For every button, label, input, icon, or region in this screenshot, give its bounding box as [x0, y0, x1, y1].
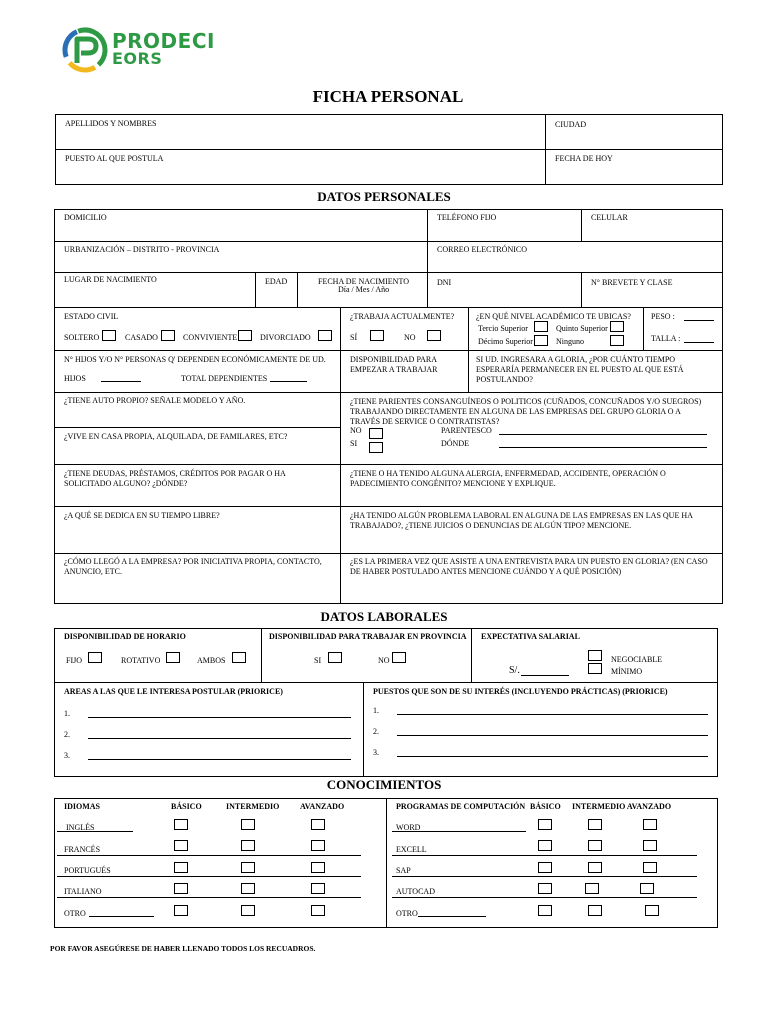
label-donde: DÓNDE — [441, 439, 469, 448]
checkbox-quinto[interactable] — [610, 321, 624, 332]
donde-line[interactable] — [499, 447, 707, 448]
label-divorciado: DIVORCIADO — [260, 333, 311, 342]
label-provincia-no: NO — [378, 656, 390, 665]
label-problema-laboral[interactable]: ¿HA TENIDO ALGÚN PROBLEMA LABORAL EN ALGUNA DE LAS EMPRESAS EN LAS QUE HA TRABAJADO?, ¿TIENE JUICIOS O DENUNCIAS DE ALGÚN TIPO? MENCIONE. — [350, 511, 693, 530]
header-avanzado: AVANZADO — [300, 802, 345, 811]
field-urbanizacion[interactable]: URBANIZACIÓN – DISTRITO - PROVINCIA — [64, 245, 220, 254]
checkbox-autocad-basico[interactable] — [538, 883, 552, 894]
fecha-formato: Día / Mes / Año — [338, 285, 390, 294]
total-dependientes-line[interactable] — [270, 381, 307, 382]
header-intermedio: INTERMEDIO — [226, 802, 280, 811]
field-fecha-nacimiento[interactable]: FECHA DE NACIMIENTO — [318, 277, 409, 286]
label-trabaja: ¿TRABAJA ACTUALMENTE? — [350, 312, 455, 321]
checkbox-trabaja-no[interactable] — [427, 330, 441, 341]
field-telefono[interactable]: TELÉFONO FIJO — [437, 213, 497, 222]
field-dni[interactable]: DNI — [437, 278, 452, 287]
label-areas: AREAS A LAS QUE LE INTERESA POSTULAR (PRIORICE) — [64, 687, 283, 696]
checkbox-autocad-avanzado[interactable] — [640, 883, 654, 894]
label-decimo: Décimo Superior — [478, 337, 533, 346]
header-idiomas: IDIOMAS — [64, 802, 101, 811]
field-celular[interactable]: CELULAR — [591, 213, 628, 222]
puestos-num-3: 3. — [373, 748, 379, 757]
idioma-otro: OTRO — [64, 909, 86, 918]
checkbox-provincia-no[interactable] — [392, 652, 406, 663]
label-disponibilidad[interactable]: DISPONIBILIDAD PARA EMPEZAR A TRABAJAR — [350, 355, 438, 374]
checkbox-negociable[interactable] — [588, 650, 602, 661]
peso-line[interactable] — [684, 320, 714, 321]
checkbox-ingles-avanzado[interactable] — [311, 819, 325, 830]
label-casado: CASADO — [125, 333, 158, 342]
company-logo — [62, 27, 215, 75]
section-title-datos-personales: DATOS PERSONALES — [317, 189, 451, 204]
label-deudas[interactable]: ¿TIENE DEUDAS, PRÉSTAMOS, CRÉDITOS POR PAGAR O HA SOLICITADO ALGUNO? ¿DÓNDE? — [64, 469, 286, 488]
field-brevete[interactable]: N° BREVETE Y CLASE — [591, 278, 673, 287]
label-peso: PESO : — [651, 312, 675, 321]
checkbox-divorciado[interactable] — [318, 330, 332, 341]
checkbox-conviviente[interactable] — [238, 330, 252, 341]
logo-text-line1: PRODECI — [112, 29, 215, 53]
page-title: FICHA PERSONAL — [312, 87, 464, 106]
talla-line[interactable] — [684, 342, 714, 343]
parentesco-line[interactable] — [499, 434, 707, 435]
label-hijos: HIJOS — [64, 374, 86, 383]
header-basico-prog: BÁSICO — [530, 802, 561, 811]
label-soltero: SOLTERO — [64, 333, 100, 342]
areas-line-2[interactable] — [88, 738, 351, 739]
checkbox-sap-avanzado[interactable] — [643, 862, 657, 873]
checkbox-autocad-intermedio[interactable] — [585, 883, 599, 894]
section-title-conocimientos: CONOCIMIENTOS — [326, 777, 442, 792]
checkbox-prog-otro-intermedio[interactable] — [588, 905, 602, 916]
checkbox-frances-basico[interactable] — [174, 840, 188, 851]
checkbox-italiano-intermedio[interactable] — [241, 883, 255, 894]
checkbox-portugues-basico[interactable] — [174, 862, 188, 873]
label-tiempo-libre[interactable]: ¿A QUÉ SE DEDICA EN SU TIEMPO LIBRE? — [64, 511, 220, 520]
header-programas: PROGRAMAS DE COMPUTACIÓN — [396, 802, 526, 811]
logo-mark-icon — [62, 27, 108, 73]
idioma-italiano: ITALIANO — [64, 887, 102, 896]
label-rotativo: ROTATIVO — [121, 656, 161, 665]
label-total-dependientes: TOTAL DEPENDIENTES — [181, 374, 268, 383]
footer-note: POR FAVOR ASEGÚRESE DE HABER LLENADO TODOS LOS RECUADROS. — [50, 944, 316, 953]
label-parientes: ¿TIENE PARIENTES CONSANGUÍNEOS O POLITICOS (CUÑADOS, CONCUÑADOS Y/O SUEGROS) TRABAJANDO DIRECTAMENTE EN ALGUNA DE LAS EMPRESAS DEL GRUPO GLORIA O A TRAVÉS DE SERVICE O CONTRATISTAS? — [350, 397, 702, 426]
areas-line-1[interactable] — [88, 717, 351, 718]
checkbox-ambos[interactable] — [232, 652, 246, 663]
checkbox-excell-basico[interactable] — [538, 840, 552, 851]
checkbox-prog-otro-avanzado[interactable] — [645, 905, 659, 916]
checkbox-tercio[interactable] — [534, 321, 548, 332]
puestos-line-2[interactable] — [397, 735, 708, 736]
checkbox-minimo[interactable] — [588, 663, 602, 674]
checkbox-otro-intermedio[interactable] — [241, 905, 255, 916]
puestos-line-3[interactable] — [397, 756, 708, 757]
label-estado-civil: ESTADO CIVIL — [64, 312, 119, 321]
checkbox-italiano-avanzado[interactable] — [311, 883, 325, 894]
checkbox-excell-intermedio[interactable] — [588, 840, 602, 851]
label-ambos: AMBOS — [197, 656, 226, 665]
field-fecha-hoy[interactable]: FECHA DE HOY — [555, 154, 613, 163]
checkbox-excell-avanzado[interactable] — [643, 840, 657, 851]
header-basico: BÁSICO — [171, 802, 202, 811]
programa-excell: EXCELL — [396, 845, 427, 854]
areas-num-3: 3. — [64, 751, 70, 760]
checkbox-sap-intermedio[interactable] — [588, 862, 602, 873]
checkbox-ninguno[interactable] — [610, 335, 624, 346]
label-negociable: NEGOCIABLE — [611, 655, 663, 664]
checkbox-provincia-si[interactable] — [328, 652, 342, 663]
checkbox-word-avanzado[interactable] — [643, 819, 657, 830]
checkbox-soltero[interactable] — [102, 330, 116, 341]
areas-line-3[interactable] — [88, 759, 351, 760]
label-expectativa: EXPECTATIVA SALARIAL — [481, 632, 580, 641]
label-primera-vez[interactable]: ¿ES LA PRIMERA VEZ QUE ASISTE A UNA ENTREVISTA PARA UN PUESTO EN GLORIA? (EN CASO DE HABER POSTULADO ANTES MENCIONE CUÁNDO Y A QUÉ POSICIÓN) — [350, 557, 708, 576]
areas-num-1: 1. — [64, 709, 70, 718]
checkbox-fijo[interactable] — [88, 652, 102, 663]
label-trabaja-no: NO — [404, 333, 416, 342]
puestos-num-1: 1. — [373, 706, 379, 715]
programa-autocad: AUTOCAD — [396, 887, 435, 896]
checkbox-casado[interactable] — [161, 330, 175, 341]
areas-num-2: 2. — [64, 730, 70, 739]
label-trabaja-si: SÍ — [350, 333, 358, 342]
field-apellidos[interactable]: APELLIDOS Y NOMBRES — [65, 119, 157, 128]
header-intermedio-avanzado: INTERMEDIO AVANZADO — [572, 802, 672, 811]
label-auto[interactable]: ¿TIENE AUTO PROPIO? SEÑALE MODELO Y AÑO. — [64, 396, 246, 405]
label-puestos: PUESTOS QUE SON DE SU INTERÉS (INCLUYENDO PRÁCTICAS) (PRIORICE) — [373, 687, 668, 696]
label-disp-horario: DISPONIBILIDAD DE HORARIO — [64, 632, 186, 641]
puestos-num-2: 2. — [373, 727, 379, 736]
idioma-otro-line[interactable] — [89, 916, 154, 917]
label-tiempo-gloria[interactable]: SI UD. INGRESARA A GLORIA, ¿POR CUÁNTO TIEMPO ESPERARÍA PERMANECER EN EL PUESTO AL QUE ESTÁ POSTULANDO? — [476, 355, 684, 384]
label-hijos-dependientes: N° HIJOS Y/O N° PERSONAS Q' DEPENDEN ECONÓMICAMENTE DE UD. — [64, 355, 326, 364]
checkbox-trabaja-si[interactable] — [370, 330, 384, 341]
field-puesto[interactable]: PUESTO AL QUE POSTULA — [65, 154, 164, 163]
checkbox-decimo[interactable] — [534, 335, 548, 346]
label-alergia[interactable]: ¿TIENE O HA TENIDO ALGUNA ALERGIA, ENFERMEDAD, ACCIDENTE, OPERACIÓN O PADECIMIENTO CONGÉNITO? MENCIONE Y EXPLIQUE. — [350, 469, 666, 488]
checkbox-word-basico[interactable] — [538, 819, 552, 830]
programa-sap: SAP — [396, 866, 411, 875]
checkbox-frances-intermedio[interactable] — [241, 840, 255, 851]
label-como-llego[interactable]: ¿CÓMO LLEGÓ A LA EMPRESA? POR INICIATIVA PROPIA, CONTACTO, ANUNCIO, ETC. — [64, 557, 322, 576]
checkbox-italiano-basico[interactable] — [174, 883, 188, 894]
label-parentesco: PARENTESCO — [441, 426, 492, 435]
idioma-portugues: PORTUGUÉS — [64, 866, 111, 875]
field-domicilio[interactable]: DOMICILIO — [64, 213, 107, 222]
checkbox-otro-basico[interactable] — [174, 905, 188, 916]
label-minimo: MÍNIMO — [611, 667, 643, 676]
idioma-frances: FRANCÉS — [64, 845, 101, 854]
section-title-datos-laborales: DATOS LABORALES — [320, 609, 448, 624]
field-correo[interactable]: CORREO ELECTRÓNICO — [437, 245, 527, 254]
checkbox-ingles-intermedio[interactable] — [241, 819, 255, 830]
salario-line[interactable] — [521, 675, 569, 676]
checkbox-parientes-si[interactable] — [369, 442, 383, 453]
label-ninguno: Ninguno — [556, 337, 584, 346]
label-talla: TALLA : — [651, 334, 681, 343]
field-lugar-nacimiento[interactable]: LUGAR DE NACIMIENTO — [64, 275, 157, 284]
puestos-line-1[interactable] — [397, 714, 708, 715]
programa-word: WORD — [396, 823, 421, 832]
field-ciudad[interactable]: CIUDAD — [555, 120, 587, 129]
label-tercio: Tercio Superior — [478, 324, 528, 333]
checkbox-portugues-avanzado[interactable] — [311, 862, 325, 873]
field-edad[interactable]: EDAD — [265, 277, 288, 286]
checkbox-prog-otro-basico[interactable] — [538, 905, 552, 916]
checkbox-rotativo[interactable] — [166, 652, 180, 663]
programa-otro-line[interactable] — [418, 916, 486, 917]
checkbox-otro-avanzado[interactable] — [311, 905, 325, 916]
datos-laborales-table — [54, 628, 718, 777]
label-parientes-no: NO — [350, 426, 362, 435]
checkbox-frances-avanzado[interactable] — [311, 840, 325, 851]
programa-otro: OTRO — [396, 909, 418, 918]
checkbox-sap-basico[interactable] — [538, 862, 552, 873]
label-nivel-academico: ¿EN QUÉ NIVEL ACADÉMICO TE UBICAS? — [476, 312, 631, 321]
label-conviviente: CONVIVIENTE — [183, 333, 238, 342]
checkbox-portugues-intermedio[interactable] — [241, 862, 255, 873]
idioma-ingles: INGLÉS — [66, 823, 95, 832]
checkbox-ingles-basico[interactable] — [174, 819, 188, 830]
logo-text-line2: EORS — [112, 49, 163, 68]
label-vive[interactable]: ¿VIVE EN CASA PROPIA, ALQUILADA, DE FAMILARES, ETC? — [64, 432, 288, 441]
checkbox-parientes-no[interactable] — [369, 428, 383, 439]
label-parientes-si: SI — [350, 439, 358, 448]
label-disp-provincia: DISPONIBILIDAD PARA TRABAJAR EN PROVINCIA — [269, 632, 467, 641]
label-provincia-si: SI — [314, 656, 322, 665]
hijos-line[interactable] — [101, 381, 141, 382]
checkbox-word-intermedio[interactable] — [588, 819, 602, 830]
label-quinto: Quinto Superior — [556, 324, 608, 333]
label-moneda: S/. — [509, 665, 520, 676]
label-fijo: FIJO — [66, 656, 83, 665]
